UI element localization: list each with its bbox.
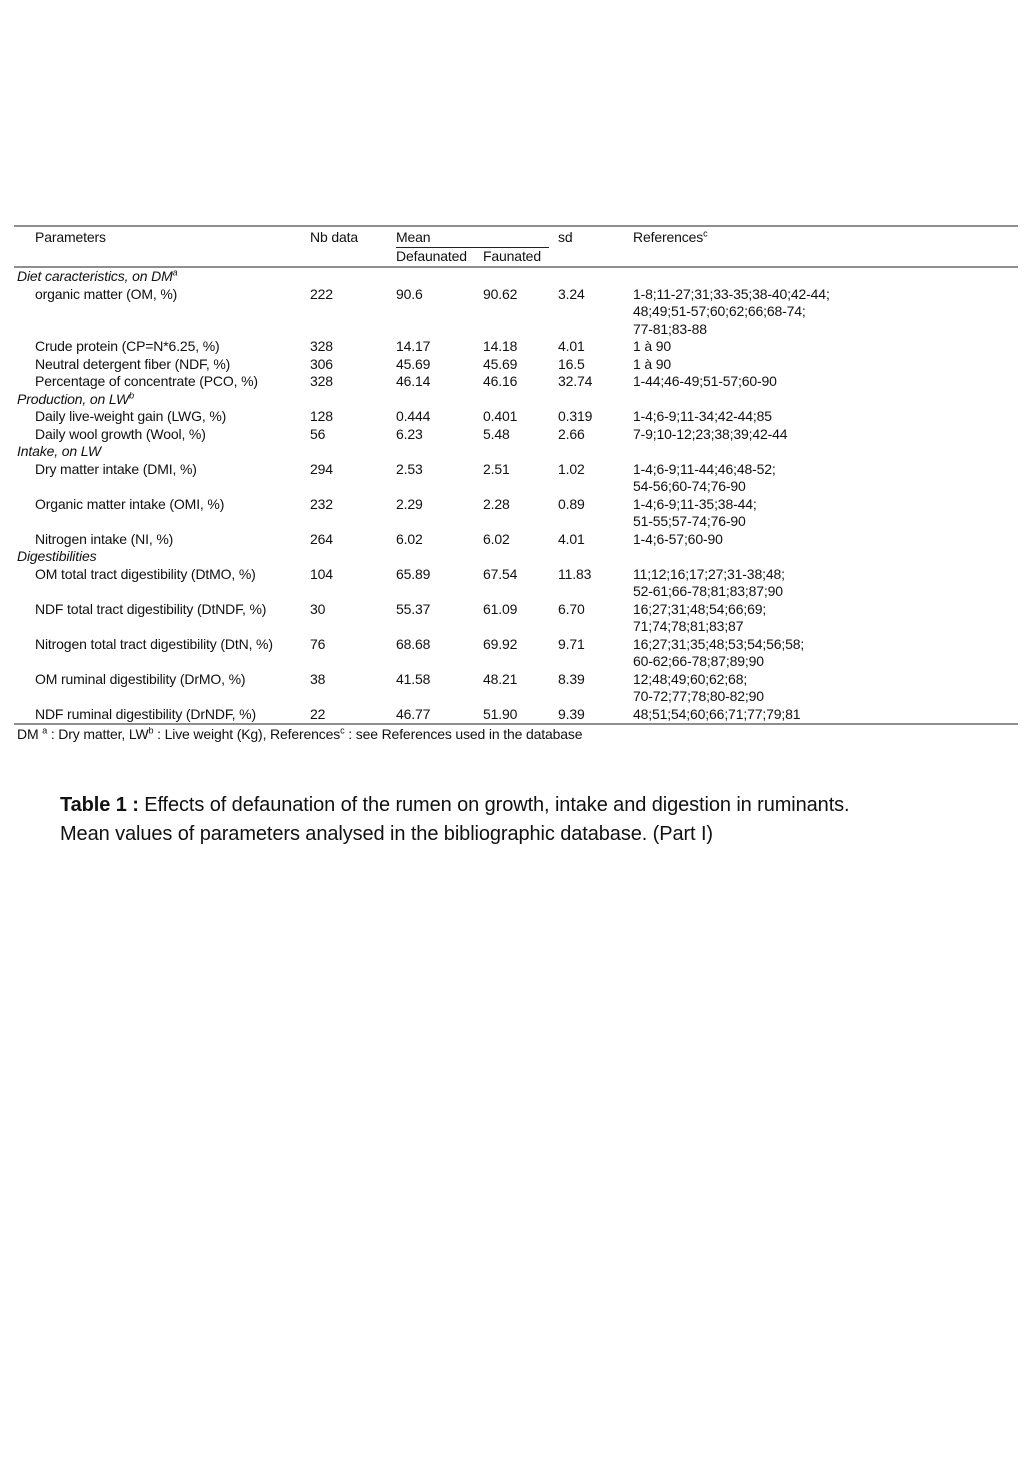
faunated-mean-cell: 46.16 — [483, 373, 518, 389]
sd-cell: 4.01 — [558, 530, 585, 547]
sd-cell: 0.89 — [558, 495, 585, 512]
references-line: 1-44;46-49;51-57;60-90 — [633, 373, 777, 389]
footnote-text-lw: : Dry matter, LW — [47, 726, 149, 742]
nb-data-cell: 38 — [310, 670, 326, 687]
references-line: 1-4;6-9;11-44;46;48-52; — [633, 460, 776, 477]
sd-cell: 9.71 — [558, 635, 585, 652]
references-line: 1 à 90 — [633, 355, 672, 372]
table-row — [14, 373, 1018, 391]
faunated-mean-cell: 2.51 — [483, 460, 510, 477]
defaunated-mean-cell: 90.6 — [396, 285, 423, 302]
col-header-sd: sd — [558, 229, 573, 245]
sd-cell: 4.01 — [558, 338, 585, 354]
references-line: 70-72;77;78;80-82;90 — [633, 688, 764, 704]
references-cell — [633, 671, 1018, 706]
references-line: 60-62;66-78;87;89;90 — [633, 653, 764, 669]
references-cell — [633, 338, 1018, 356]
references-superscript: c — [703, 228, 708, 239]
section-title-superscript: b — [129, 389, 134, 400]
defaunated-mean-cell: 2.53 — [396, 460, 423, 477]
sd-cell: 16.5 — [558, 355, 585, 372]
table-row — [14, 531, 1018, 549]
table-header — [14, 227, 1018, 268]
table-row — [14, 338, 1018, 356]
references-cell — [633, 461, 1018, 496]
table-row — [14, 706, 1018, 724]
references-line: 51-55;57-74;76-90 — [633, 513, 746, 529]
section-title-label: Intake, on LW — [17, 443, 101, 459]
parameter-cell: OM ruminal digestibility (DrMO, %) — [35, 670, 246, 687]
references-cell — [633, 356, 1018, 374]
sd-cell: 9.39 — [558, 705, 585, 722]
references-cell — [633, 426, 1018, 444]
section-title — [14, 391, 1018, 409]
sd-cell: 11.83 — [558, 565, 592, 582]
defaunated-mean-cell: 46.14 — [396, 373, 431, 389]
references-line: 1 à 90 — [633, 338, 672, 354]
defaunated-mean-cell: 6.02 — [396, 530, 423, 547]
defaunated-mean-cell: 41.58 — [396, 670, 431, 687]
table-caption — [60, 791, 870, 849]
section-title-label: Diet caracteristics, on DM — [17, 268, 173, 284]
parameter-cell: Nitrogen total tract digestibility (DtN, %) — [35, 635, 273, 652]
parameter-cell: Daily live-weight gain (LWG, %) — [35, 408, 227, 424]
sd-cell: 6.70 — [558, 600, 585, 617]
defaunated-mean-cell: 2.29 — [396, 495, 423, 512]
col-header-parameters: Parameters — [35, 229, 106, 245]
references-cell — [633, 636, 1018, 671]
defaunated-mean-cell: 45.69 — [396, 355, 431, 372]
nb-data-cell: 104 — [310, 565, 333, 582]
faunated-mean-cell: 45.69 — [483, 355, 518, 372]
section-title — [14, 443, 1018, 461]
references-line: 12;48;49;60;62;68; — [633, 670, 748, 687]
table-row — [14, 408, 1018, 426]
footnote-text-references: : Live weight (Kg), References — [153, 726, 341, 742]
parameter-cell: NDF ruminal digestibility (DrNDF, %) — [35, 705, 256, 722]
references-cell — [633, 566, 1018, 601]
defaunated-mean-cell: 55.37 — [396, 600, 431, 617]
sd-cell: 8.39 — [558, 670, 585, 687]
references-line: 77-81;83-88 — [633, 320, 707, 337]
parameter-cell: Crude protein (CP=N*6.25, %) — [35, 338, 220, 354]
faunated-mean-cell: 0.401 — [483, 408, 518, 424]
faunated-mean-cell: 51.90 — [483, 705, 518, 722]
table-row — [14, 601, 1018, 636]
faunated-mean-cell: 14.18 — [483, 338, 518, 354]
nb-data-cell: 56 — [310, 425, 326, 442]
defaunated-mean-cell: 0.444 — [396, 408, 431, 424]
references-line: 71;74;78;81;83;87 — [633, 618, 744, 634]
table-row — [14, 426, 1018, 444]
faunated-mean-cell: 69.92 — [483, 635, 518, 652]
parameter-cell: organic matter (OM, %) — [35, 285, 178, 302]
references-line: 7-9;10-12;23;38;39;42-44 — [633, 425, 788, 442]
defaunated-mean-cell: 46.77 — [396, 705, 431, 722]
nb-data-cell: 306 — [310, 355, 333, 372]
footnote-text-dm: DM — [17, 726, 43, 742]
references-cell — [633, 706, 1018, 724]
faunated-mean-cell: 61.09 — [483, 600, 518, 617]
section-title — [14, 268, 1018, 286]
nb-data-cell: 76 — [310, 635, 326, 652]
references-cell — [633, 496, 1018, 531]
table-footnote — [14, 726, 582, 744]
references-line: 48;49;51-57;60;62;66;68-74; — [633, 303, 806, 319]
table-row — [14, 636, 1018, 671]
parameter-cell: Percentage of concentrate (PCO, %) — [35, 373, 258, 389]
references-cell — [633, 531, 1018, 549]
parameter-cell: OM total tract digestibility (DtMO, %) — [35, 565, 256, 582]
caption-text: Effects of defaunation of the rumen on growth, intake and digestion in ruminants. Mean values of parameters analysed in the bibliographic database. (Part I) — [60, 794, 861, 845]
references-line: 48;51;54;60;66;71;77;79;81 — [633, 705, 801, 722]
footnote-text-end: : see References used in the database — [344, 726, 583, 742]
references-line: 1-4;6-9;11-34;42-44;85 — [633, 408, 772, 424]
references-line: 1-8;11-27;31;33-35;38-40;42-44; — [633, 285, 830, 302]
table-row — [14, 461, 1018, 496]
sd-cell: 0.319 — [558, 408, 593, 424]
col-header-defaunated: Defaunated — [396, 247, 467, 264]
col-header-mean-group — [396, 229, 558, 265]
faunated-mean-cell: 90.62 — [483, 285, 518, 302]
col-header-faunated: Faunated — [483, 247, 541, 264]
faunated-mean-cell: 2.28 — [483, 495, 510, 512]
references-line: 16;27;31;35;48;53;54;56;58; — [633, 635, 805, 652]
references-line: 1-4;6-57;60-90 — [633, 530, 723, 547]
col-header-mean: Mean — [396, 229, 549, 248]
nb-data-cell: 22 — [310, 705, 326, 722]
parameter-cell: Daily wool growth (Wool, %) — [35, 425, 206, 442]
references-cell — [633, 408, 1018, 426]
table-body — [14, 268, 1018, 723]
defaunated-mean-cell: 6.23 — [396, 425, 423, 442]
defaunated-mean-cell: 68.68 — [396, 635, 431, 652]
caption-label: Table 1 : — [60, 794, 139, 816]
faunated-mean-cell: 6.02 — [483, 530, 510, 547]
nb-data-cell: 328 — [310, 338, 333, 354]
table-row — [14, 566, 1018, 601]
data-table — [14, 225, 1018, 725]
footnote-sup-c: c — [340, 725, 345, 736]
sd-cell: 32.74 — [558, 373, 593, 389]
footnote-sup-b: b — [148, 725, 154, 736]
col-header-references-label: References — [633, 229, 704, 245]
parameter-cell: NDF total tract digestibility (DtNDF, %) — [35, 600, 267, 617]
references-line: 1-4;6-9;11-35;38-44; — [633, 495, 757, 512]
table-row — [14, 286, 1018, 339]
faunated-mean-cell: 48.21 — [483, 670, 518, 687]
nb-data-cell: 264 — [310, 530, 333, 547]
references-cell — [633, 601, 1018, 636]
nb-data-cell: 328 — [310, 373, 333, 389]
references-cell — [633, 373, 1018, 391]
references-cell — [633, 286, 1018, 339]
references-line: 11;12;16;17;27;31-38;48; — [633, 565, 785, 582]
section-title-superscript: a — [172, 267, 178, 278]
footnote-sup-a: a — [42, 725, 48, 736]
col-header-references — [633, 229, 1018, 247]
defaunated-mean-cell: 14.17 — [396, 338, 431, 354]
sd-cell: 3.24 — [558, 285, 585, 302]
sd-cell: 1.02 — [558, 460, 585, 477]
references-line: 54-56;60-74;76-90 — [633, 478, 746, 494]
parameter-cell: Organic matter intake (OMI, %) — [35, 495, 225, 512]
parameter-cell: Neutral detergent fiber (NDF, %) — [35, 355, 231, 372]
nb-data-cell: 30 — [310, 600, 326, 617]
sd-cell: 2.66 — [558, 425, 585, 442]
faunated-mean-cell: 5.48 — [483, 425, 510, 442]
section-title-label: Production, on LW — [17, 390, 130, 407]
parameter-cell: Nitrogen intake (NI, %) — [35, 530, 174, 547]
faunated-mean-cell: 67.54 — [483, 565, 518, 582]
nb-data-cell: 128 — [310, 408, 333, 424]
col-header-nb-data: Nb data — [310, 229, 358, 245]
parameter-cell: Dry matter intake (DMI, %) — [35, 460, 197, 477]
nb-data-cell: 222 — [310, 285, 333, 302]
section-title — [14, 548, 1018, 566]
nb-data-cell: 294 — [310, 460, 333, 477]
table-row — [14, 496, 1018, 531]
table-row — [14, 671, 1018, 706]
nb-data-cell: 232 — [310, 495, 333, 512]
section-title-label: Digestibilities — [17, 548, 97, 564]
table-row — [14, 356, 1018, 374]
references-line: 16;27;31;48;54;66;69; — [633, 600, 767, 617]
defaunated-mean-cell: 65.89 — [396, 565, 431, 582]
references-line: 52-61;66-78;81;83;87;90 — [633, 583, 783, 599]
